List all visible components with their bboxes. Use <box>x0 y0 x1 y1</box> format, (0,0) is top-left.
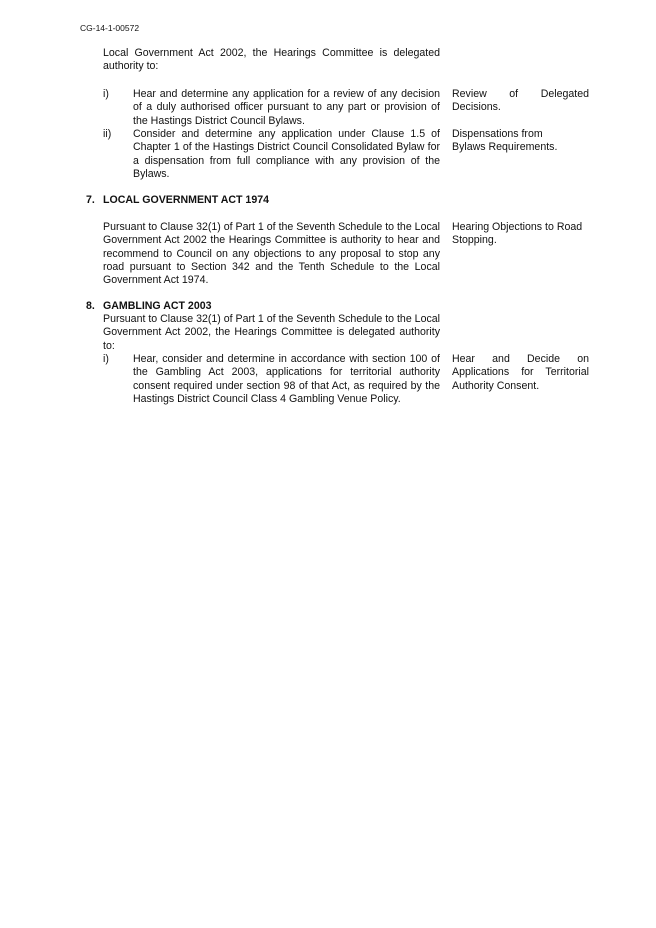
section-heading: LOCAL GOVERNMENT ACT 1974 <box>103 194 269 206</box>
section-heading: GAMBLING ACT 2003 <box>103 300 212 312</box>
list-item-text: Hear and determine any application for a review of any decision of a duly authorised officer pursuant to any part or provision of the Hastings District Council Bylaws. <box>133 88 440 127</box>
margin-note: Dispensations from Bylaws Requirements. <box>452 128 558 154</box>
intro-paragraph: Local Government Act 2002, the Hearings Committee is delegated authority to: <box>103 47 440 73</box>
list-item-text: Consider and determine any application under Clause 1.5 of Chapter 1 of the Hastings District Council Consolidated Bylaw for a dispensation from full compliance with any provision of the Bylaws. <box>133 128 440 180</box>
section-number: 7. <box>86 194 95 206</box>
list-item-number: i) <box>103 353 109 365</box>
margin-note: Hearing Objections to Road Stopping. <box>452 221 583 247</box>
list-item-number: i) <box>103 88 109 100</box>
margin-note: Hear and Decide on Applications for Territorial Authority Consent. <box>452 353 589 392</box>
list-item-text: Hear, consider and determine in accordance with section 100 of the Gambling Act 2003, applications for territorial authority consent required under section 98 of that Act, as required by the Hastings District Council Class 4 Gambling Venue Policy. <box>133 353 440 405</box>
document-reference: CG-14-1-00572 <box>80 23 140 33</box>
list-item-number: ii) <box>103 128 112 140</box>
section-paragraph: Pursuant to Clause 32(1) of Part 1 of the Seventh Schedule to the Local Government Act 2002, the Hearings Committee is delegated authority to: <box>103 313 440 352</box>
section-paragraph: Pursuant to Clause 32(1) of Part 1 of the Seventh Schedule to the Local Government Act 2002 the Hearings Committee is authority to hear and recommend to Council on any objections to any proposal to stop any road pursuant to Section 342 and the Tenth Schedule to the Local Government Act 1974. <box>103 221 440 287</box>
section-number: 8. <box>86 300 95 312</box>
margin-note: Review of Delegated Decisions. <box>452 88 589 114</box>
